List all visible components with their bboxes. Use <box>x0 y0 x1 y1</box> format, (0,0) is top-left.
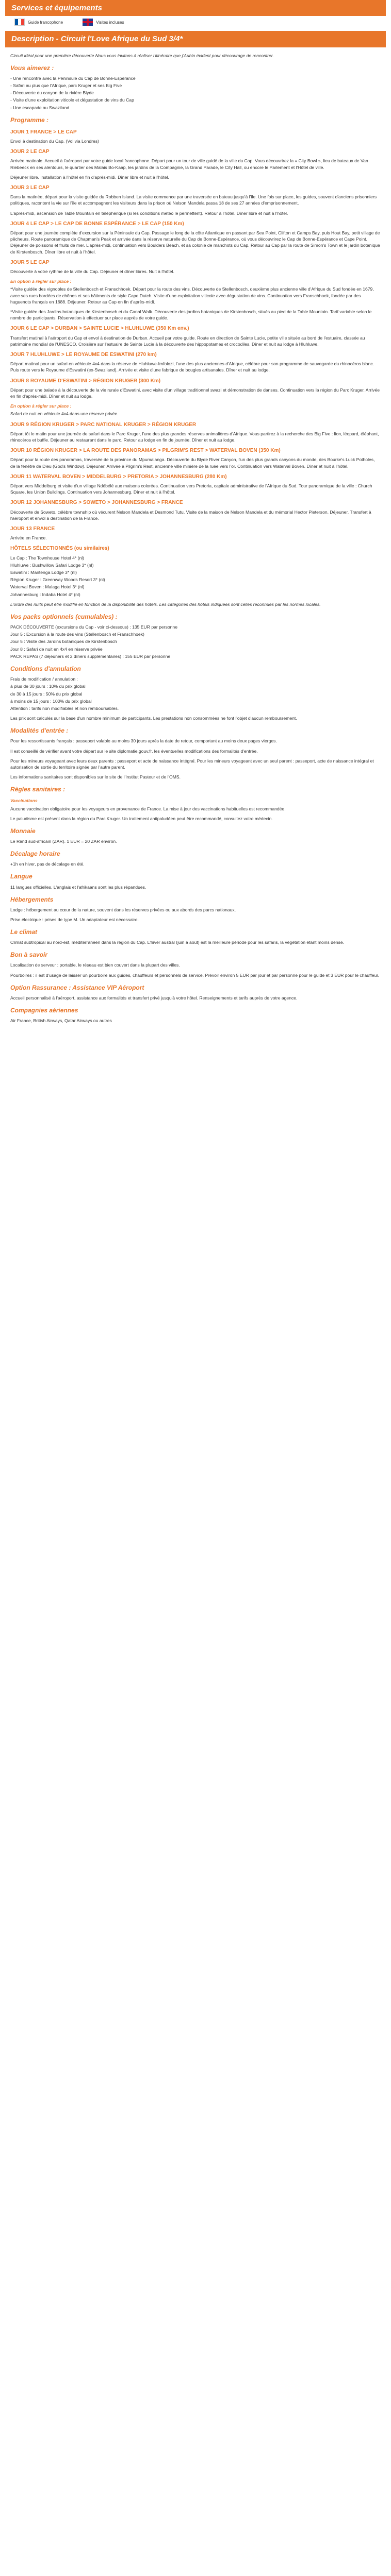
day-title: JOUR 3 LE CAP <box>10 185 50 191</box>
day-title: JOUR 13 FRANCE <box>10 526 55 532</box>
day-paragraph: Départ tôt le matin pour une journée de safari dans le Parc Kruger, l'une des plus grandes réserves animalières d'Afrique. Vous partirez à la recherche des Big Five : lion, léopard, éléphant, rhinocéros et buffle. Déjeuner au restaurant dans le parc. Retour au lodge en fin de journée. Dîner et nuit au lodge. <box>10 431 379 443</box>
hebergements-text: Prise électrique : prises de type M. Un adaptateur est nécessaire. <box>10 917 139 922</box>
day-block <box>10 351 381 374</box>
list-item: Eswatini : Mantenga Lodge 3* (nl) <box>10 570 77 575</box>
section-title-packs: Vos packs optionnels (cumulables) : <box>10 613 118 621</box>
day-paragraph: Départ matinal pour un safari en véhicule 4x4 dans la réserve de Hluhluwe-Imfolozi, l'une des plus anciennes d'Afrique, célèbre pour son programme de sauvegarde du rhinocéros blanc. Puis route vers le Royaume d'Eswatini (ex-Swaziland). Arrivée et visite d'une fabrique de bougies artisanales. Dîner et nuit au lodge. <box>10 361 374 373</box>
regles-text: Le paludisme est présent dans la région du Parc Kruger. Un traitement antipaludéen peut être recommandé, consultez votre médecin. <box>10 816 273 821</box>
day-paragraph: Départ pour une journée complète d'excursion sur la Péninsule du Cap. Passage le long de la côte Atlantique en passant par Sea Point, Clifton et Camps Bay, puis Hout Bay, petit village de pêcheurs. Route panoramique de Chapman's Peak et arrivée dans la réserve naturelle du Cap de Bonne-Espérance, où vous découvrirez le Cap de Bonne-Espérance et Cape Point. Déjeuner de poissons et fruits de mer. L'après-midi, continuation vers Boulders Beach, et sa colonie de manchots du Cap. Retour au Cap par la route de Simon's Town et le jardin botanique de Kirstenbosch. Dîner libre et nuit à l'hôtel. <box>10 230 380 255</box>
compagnies-text: Air France, British Airways, Qatar Airways ou autres <box>10 1018 112 1024</box>
day-block <box>10 184 381 216</box>
day-paragraph: L'après-midi, ascension de Table Mountain en téléphérique (si les conditions météo le permettent). Retour à l'hôtel. Dîner libre et nuit à l'hôtel. <box>10 210 288 216</box>
day-block <box>10 148 381 180</box>
pack-link[interactable]: PACK DÉCOUVERTE (excursions du Cap - voir ci-dessous) : 135 EUR par personne <box>10 624 177 630</box>
day-block <box>10 447 381 469</box>
packs-list <box>10 624 381 659</box>
list-item: - Découverte du canyon de la rivière Blyde <box>10 90 94 96</box>
regles-text: Aucune vaccination obligatoire pour les voyageurs en provenance de France. La mise à jour des vaccinations habituelles est recommandée. <box>10 806 286 811</box>
section-title-programme: Programme : <box>10 116 49 124</box>
guide-en <box>83 19 124 26</box>
option-paragraph: *Visite guidée des vignobles de Stellenbosch et Franschhoek. Départ pour la route des vins. Découverte de Stellenbosch, deuxième plus ancienne ville d'Afrique du Sud fondée en 1679, avec ses rues bordées de chênes et ses bâtiments de style Cape Dutch. Visite d'une exploitation viticole avec dégustation de vins. Continuation vers Franschhoek, fondée par des huguenots français en 1688. Déjeuner. Retour au Cap en fin d'après-midi. <box>10 286 374 304</box>
section-title-assurance: Option Rassurance : Assistance VIP Aéroport <box>10 984 144 991</box>
list-item: - Safari au plus que l'Afrique, parc Kruger et ses Big Five <box>10 83 122 89</box>
flag-uk-icon <box>83 19 93 26</box>
day-block <box>10 259 381 321</box>
list-item: - Une rencontre avec la Péninsule du Cap de Bonne-Espérance <box>10 75 136 81</box>
option-paragraph: *Visite guidée des Jardins botaniques de Kirstenbosch et du Canal Walk. Découverte des jardins botaniques de Kirstenbosch, situés au pied de la Table Mountain. Tarif variable selon le nombre de participants. Réservation à effectuer sur place auprès de votre guide. <box>10 309 372 321</box>
day-title: JOUR 10 RÉGION KRUGER > LA ROUTE DES PANORAMAS > PILGRIM'S REST > WATERVAL BOVEN (350 Km) <box>10 448 281 454</box>
day-paragraph: Déjeuner libre. Installation à l'hôtel en fin d'après-midi. Dîner libre et nuit à l'hôtel. <box>10 174 169 180</box>
day-block <box>10 421 381 444</box>
list-item: à moins de 15 jours : 100% du prix global <box>10 698 92 704</box>
list-item: Attention : tarifs non modifiables et non remboursables. <box>10 705 119 711</box>
climat-text: Climat subtropical au nord-est, méditerranéen dans la région du Cap. L'hiver austral (juin à août) est la meilleure période pour les safaris, la végétation étant moins dense. <box>10 940 345 945</box>
day-paragraph: Envol à destination du Cap. (Vol via Londres) <box>10 139 99 144</box>
guide-fr <box>14 19 63 26</box>
sante-text: Pourboires : il est d'usage de laisser un pourboire aux guides, chauffeurs et personnels de service. Prévoir environ 5 EUR par jour et par personne pour le guide et 3 EUR pour le chauffeur. <box>10 972 380 978</box>
monnaie-text: Le Rand sud-africain (ZAR). 1 EUR = 20 ZAR environ. <box>10 839 117 844</box>
section-title-conditions: Conditions d'annulation <box>10 665 81 673</box>
sante-text: Localisation de serveur : portable, le réseau est bien couvert dans la plupart des villes. <box>10 962 180 968</box>
list-item: Waterval Boven : Malaga Hotel 3* (nl) <box>10 584 85 590</box>
day-block <box>10 473 381 496</box>
option-paragraph: Safari de nuit en véhicule 4x4 dans une réserve privée. <box>10 411 119 417</box>
day-block <box>10 499 381 521</box>
list-item: à plus de 30 jours : 10% du prix global <box>10 684 86 689</box>
intro-text: Circuit idéal pour une première découverte Nous vous invitons à réaliser l'itinéraire que j'Aubin évident pour découvrage de rencontrer. <box>10 53 274 58</box>
formalites-text: Les informations sanitaires sont disponibles sur le site de l'Institut Pasteur et de l'OMS. <box>10 774 181 780</box>
day-title: JOUR 2 LE CAP <box>10 149 50 155</box>
section-title-sante: Bon à savoir <box>10 951 48 959</box>
page <box>0 0 391 1038</box>
flag-fr-icon <box>14 19 25 26</box>
day-block <box>10 325 381 347</box>
conditions-list <box>10 676 381 711</box>
list-item: Hluhluwe : Bushwillow Safari Lodge 3* (nl) <box>10 562 94 568</box>
day-title: JOUR 4 LE CAP > LE CAP DE BONNE ESPÉRANCE > LE CAP (150 Km) <box>10 221 184 227</box>
day-paragraph: Découverte à votre rythme de la ville du Cap. Déjeuner et dîner libres. Nuit à l'hôtel. <box>10 269 174 275</box>
day-title: JOUR 12 JOHANNESBURG > SOWETO > JOHANNESBURG > FRANCE <box>10 500 183 506</box>
day-block <box>10 526 381 541</box>
list-item: Le Cap : The Townhouse Hotel 4* (nl) <box>10 555 84 561</box>
day-paragraph: Départ vers Middelburg et visite d'un village Ndébélé aux maisons colorées. Continuation vers Pretoria, capitale administrative de l'Afrique du Sud. Tour panoramique de la ville : Church Square, les Union Buildings. Continuation vers Johannesburg. Dîner et nuit à l'hôtel. <box>10 483 372 495</box>
section-title-hotels: HÔTELS SÉLECTIONNÉS (ou similaires) <box>10 546 109 552</box>
list-item: - Visite d'une exploitation viticole et dégustation de vins du Cap <box>10 97 134 103</box>
day-title: JOUR 7 HLUHLUWE > LE ROYAUME DE ESWATINI (270 km) <box>10 352 157 358</box>
decalage-text: +1h en hiver, pas de décalage en été. <box>10 861 85 867</box>
formalites-text: Pour les ressortissants français : passeport valable au moins 30 jours après la date de retour, comportant au moins deux pages vierges. <box>10 738 277 744</box>
option-title: En option à régler sur place : <box>10 403 72 409</box>
day-block <box>10 378 381 417</box>
hotels-list <box>10 555 381 598</box>
day-paragraph: Arrivée en France. <box>10 535 47 541</box>
conditions-text: Les prix sont calculés sur la base d'un nombre minimum de participants. Les prestations non consommées ne font l'objet d'aucun remboursement. <box>10 716 297 721</box>
section-title-decalage: Décalage horaire <box>10 850 60 858</box>
day-title: JOUR 8 ROYAUME D'ESWATINI > RÉGION KRUGER (300 Km) <box>10 378 161 384</box>
day-paragraph: Départ pour la route des panoramas, traversée de la province du Mpumalanga. Découverte du Blyde River Canyon, l'un des plus grands canyons du monde, des Bourke's Luck Potholes, de la fenêtre de Dieu (God's Window). Déjeuner. Arrivée à Pilgrim's Rest, ancienne ville minière de la ruée vers l'or. Continuation vers Waterval Boven. Dîner et nuit à l'hôtel. <box>10 457 375 469</box>
day-title: JOUR 6 LE CAP > DURBAN > SAINTE LUCIE > HLUHLUWE (350 Km env.) <box>10 326 189 332</box>
services-row <box>5 16 386 31</box>
section-title-formalites: Modalités d'entrée : <box>10 727 69 735</box>
formalites-text: Pour les mineurs voyageant avec leurs deux parents : passeport et acte de naissance intégral. Pour les mineurs voyageant avec un seul parent : passeport, acte de naissance intégral et autorisation de sortie du territoire signée par l'autre parent. <box>10 758 374 770</box>
day-title: JOUR 5 LE CAP <box>10 259 50 265</box>
day-paragraph: Dans la matinée, départ pour la visite guidée du Robben Island. La visite commence par une traversée en bateau jusqu'à l'île. Une fois sur place, les guides, souvent d'anciens prisonniers politiques, racontent la vie sur l'île et accompagnent les visiteurs dans la prison où Nelson Mandela passa 18 de ses 27 années d'emprisonnement. <box>10 194 377 206</box>
day-paragraph: Arrivée matinale. Accueil à l'aéroport par votre guide local francophone. Départ pour un tour de ville guidé de la ville du Cap. Vous découvrirez la « City Bowl », lieu de bateaux de Van Riebeeck en ses alentours, le quartier des Malais Bo-Kaap, les jardins de la Compagnie, la Grand Parade, le City Hall, ou encore le Parlement et l'Hôtel de ville. <box>10 158 368 170</box>
hebergements-text: Lodge : hébergement au cœur de la nature, souvent dans les réserves privées ou aux abords des parcs nationaux. <box>10 907 236 912</box>
section-title-vous-aimerez: Vous aimerez : <box>10 64 54 72</box>
section-title-hebergements: Hébergements <box>10 895 54 903</box>
list-item: Frais de modification / annulation : <box>10 676 78 682</box>
day-title: JOUR 1 FRANCE > LE CAP <box>10 129 77 135</box>
list-item: de 30 à 15 jours : 50% du prix global <box>10 691 83 697</box>
day-paragraph: Départ pour une balade à la découverte de la vie rurale d'Eswatini, avec visite d'un village traditionnel swazi et démonstration de danses. Continuation vers la région du Parc Kruger. Arrivée en fin d'après-midi. Dîner et nuit au lodge. <box>10 387 380 399</box>
formalites-text: Il est conseillé de vérifier avant votre départ sur le site diplomatie.gouv.fr, les éventuelles modifications des formalités d'entrée. <box>10 748 258 754</box>
list-item: Région Kruger : Greenway Woods Resort 3* (nl) <box>10 577 105 583</box>
vaccines-title: Vaccinations <box>10 798 38 804</box>
day-paragraph: Découverte de Soweto, célèbre township où vécurent Nelson Mandela et Desmond Tutu. Visite de la maison de Nelson Mandela et du mémorial Hector Pieterson. Déjeuner. Transfert à l'aéroport et envol à destination de la France. <box>10 509 371 521</box>
day-title: JOUR 9 RÉGION KRUGER > PARC NATIONAL KRUGER > RÉGION KRUGER <box>10 421 197 428</box>
section-title-regles: Règles sanitaires : <box>10 786 66 793</box>
day-block <box>10 129 381 144</box>
content <box>5 47 386 1024</box>
section-title-langue: Langue <box>10 873 32 880</box>
description-header: Description - Circuit l'Love Afrique du Sud 3/4* <box>5 31 386 47</box>
guide-fr-label: Guide francophone <box>28 20 63 25</box>
guide-en-label: Visites incluses <box>96 20 124 25</box>
services-header: Services et équipements <box>5 0 386 16</box>
section-title-compagnies: Compagnies aériennes <box>10 1007 78 1014</box>
assurance-text: Accueil personnalisé à l'aéroport, assistance aux formalités et transfert privé jusqu'à votre hôtel. Renseignements et tarifs auprès de votre agence. <box>10 995 298 1001</box>
pack-link[interactable]: PACK REPAS (7 déjeuners et 2 dîners supplémentaires) : 155 EUR par personne <box>10 653 171 659</box>
day-title: JOUR 11 WATERVAL BOVEN > MIDDELBURG > PRETORIA > JOHANNESBURG (280 Km) <box>10 473 227 480</box>
hotels-note: L'ordre des nuits peut être modifié en fonction de la disponibilité des hôtels. Les catégories des hôtels indiquées sont celles reconnues par les normes locales. <box>10 601 321 607</box>
day-paragraph: Transfert matinal à l'aéroport du Cap et envol à destination de Durban. Accueil par votre guide. Route en direction de Sainte Lucie, petite ville située au bord de l'estuaire, classée au patrimoine mondial de l'UNESCO. Croisière sur l'estuaire de Sainte Lucie à la découverte des hippopotames et crocodiles. Dîner et nuit au lodge à Hluhluwe. <box>10 335 365 347</box>
section-title-monnaie: Monnaie <box>10 827 36 835</box>
list-item: Jour 5 : Excursion à la route des vins (Stellenbosch et Franschhoek) <box>10 632 144 637</box>
list-item: Jour 5 : Visite des Jardins botaniques de Kirstenbosch <box>10 639 117 645</box>
langue-text: 11 langues officielles. L'anglais et l'afrikaans sont les plus répandues. <box>10 884 146 890</box>
option-title: En option à régler sur place : <box>10 279 72 284</box>
list-item: Jour 8 : Safari de nuit en 4x4 en réserve privée <box>10 646 103 652</box>
day-block <box>10 221 381 255</box>
list-item: - Une escapade au Swaziland <box>10 105 70 110</box>
vous-aimerez-list <box>10 75 381 111</box>
section-title-climat: Le climat <box>10 928 38 936</box>
list-item: Johannesburg : Indaba Hotel 4* (nl) <box>10 591 80 597</box>
